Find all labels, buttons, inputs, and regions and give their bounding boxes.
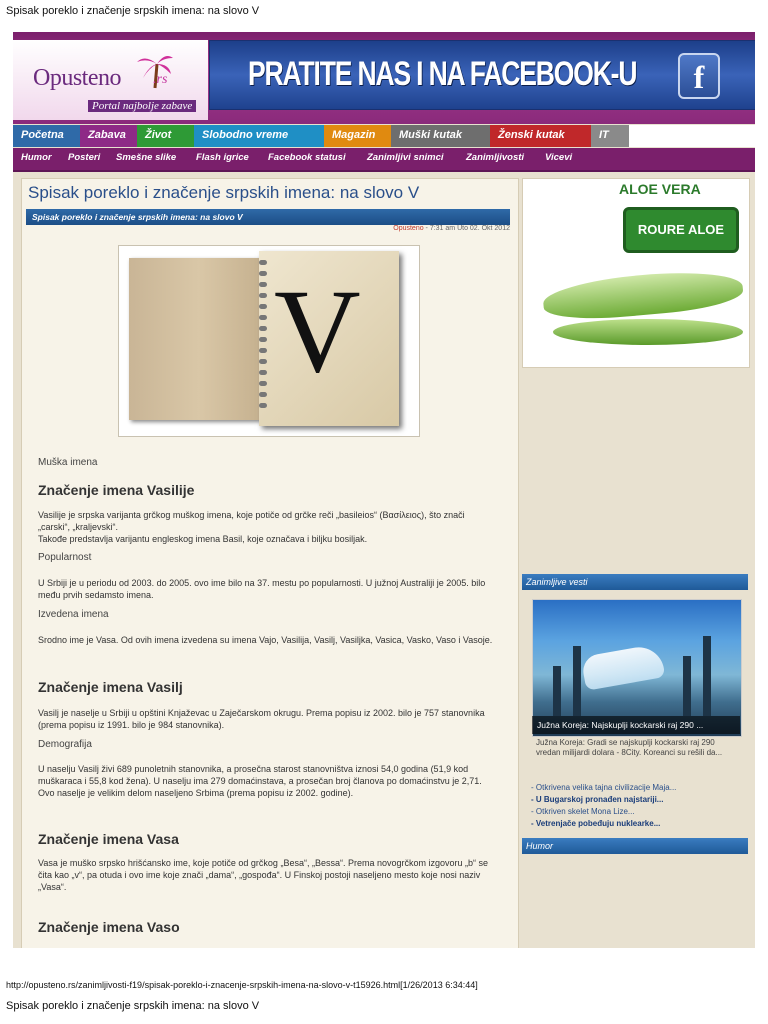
nav-item-zivot[interactable]: Život (137, 125, 201, 147)
nav-item-muski-kutak[interactable]: Muški kutak (391, 125, 497, 147)
subnav-item-zanimljivosti[interactable]: Zanimljivosti (466, 152, 525, 163)
heading-vasa: Značenje imena Vasa (38, 831, 179, 847)
paragraph-vasilije-1: Vasilije je srpska varijanta grčkog muškog imena, koje potiče od grčke reči „basileios“ (Βασίλειος), što znači „carski“, „kraljevski“. (38, 510, 465, 532)
subheading-izvedena-imena: Izvedena imena (38, 609, 109, 620)
logo-domain: .rs (153, 72, 168, 87)
subheading-demografija: Demografija (38, 739, 92, 750)
article-author[interactable]: Opusteno (393, 225, 424, 232)
site-logo[interactable] (13, 40, 208, 120)
nav-item-zabava[interactable]: Zabava (80, 125, 144, 147)
ad-logo: ALOE VERA (619, 181, 701, 197)
facebook-icon: f (678, 53, 720, 99)
header (13, 32, 755, 124)
paragraph-vasilije-2: Takođe predstavlja varijantu engleskog imena Basil, koje označava i biljku bosiljak. (38, 534, 368, 544)
article (21, 178, 519, 948)
subnav-item-humor[interactable]: Humor (21, 152, 52, 163)
paragraph-vasa: Vasa je muško srpsko hrišćansko ime, koje potiče od grčkog „Besa“, „Bessa“. Prema novogrčkom izgovoru „b“ se čita kao „v“, pa otuda i ovo ime koje znači „dama“, „gospođa“. U Finskoj postoji naseljeno mesto koje nosi naziv „Vasa“. (38, 858, 489, 892)
document-title-bottom: Spisak poreklo i značenje srpskih imena: na slovo V (6, 1000, 260, 1012)
paragraph-vasilije (38, 509, 498, 545)
news-link-4[interactable]: - Vetrenjače pobeđuju nuklearke... (531, 819, 661, 828)
nav-item-zenski-kutak[interactable]: Ženski kutak (490, 125, 598, 147)
image-letter: V (274, 264, 361, 397)
subnav-item-smesne-slike[interactable]: Smešne slike (116, 152, 177, 163)
nav-item-it[interactable]: IT (591, 125, 629, 147)
subheading-popularnost: Popularnost (38, 552, 92, 563)
news-link-2[interactable]: - U Bugarskoj pronađen najstariji... (531, 795, 664, 804)
subnav-item-zanimljivi-snimci[interactable]: Zanimljivi snimci (367, 152, 444, 163)
heading-vaso: Značenje imena Vaso (38, 919, 180, 935)
notebook-cover (129, 258, 269, 420)
aloe-leaf-image-2 (553, 319, 743, 345)
article-title: Spisak poreklo i značenje srpskih imena: na slovo V (28, 183, 420, 202)
news-link-1[interactable]: - Otkrivena velika tajna civilizacije Maja... (531, 783, 677, 792)
sub-nav (13, 148, 755, 172)
article-image (118, 245, 420, 437)
paragraph-popularnost: U Srbiji je u periodu od 2003. do 2005. ovo ime bilo na 37. mestu po popularnosti. U južnoj Australiji je 2005. bilo među prvih sedamsto imena. (38, 578, 486, 600)
aloe-leaf-image (542, 266, 745, 323)
ad-brand: ROURE ALOE (623, 207, 739, 253)
article-meta (393, 225, 510, 232)
article-date: - 7:31 am Uto 02. Okt 2012 (423, 225, 510, 232)
subnav-item-flash-igrice[interactable]: Flash igrice (196, 152, 249, 163)
notebook-rings (259, 260, 267, 420)
news-caption[interactable]: Južna Koreja: Najskuplji kockarski raj 290 ... (532, 716, 740, 734)
document-url: http://opusteno.rs/zanimljivosti-f19/spisak-poreklo-i-znacenje-srpskih-imena-na-slovo-v-t15926.html[1/26/2013 6:34:44] (6, 980, 478, 990)
ad-banner[interactable] (522, 178, 750, 368)
sidebar-heading-humor: Humor (522, 838, 748, 854)
nav-item-magazin[interactable]: Magazin (324, 125, 398, 147)
paragraph-izvedena: Srodno ime je Vasa. Od ovih imena izvedena su imena Vajo, Vasilija, Vasilj, Vasiljka, Vasica, Vasko, Vaso i Vasoje. (38, 635, 493, 645)
facebook-banner-text: PRATITE NAS I NA FACEBOOK-U (248, 55, 637, 93)
page (13, 32, 755, 948)
heading-vasilj: Značenje imena Vasilj (38, 679, 183, 695)
document-title-top: Spisak poreklo i značenje srpskih imena: na slovo V (6, 5, 260, 17)
news-link-3[interactable]: - Otkriven skelet Mona Lize... (531, 807, 635, 816)
logo-text: Opusteno (33, 65, 121, 91)
news-links (531, 782, 741, 830)
article-title-bar: Spisak poreklo i značenje srpskih imena: na slovo V (26, 209, 510, 225)
paragraph-vasilj: Vasilj je naselje u Srbiji u opštini Knjaževac u Zaječarskom okrugu. Prema popisu iz 2002. bilo je 757 stanovnika (prema popisu iz 1991. bilo je 984 stanovnika). (38, 708, 485, 730)
nav-item-pocetna[interactable]: Početna (13, 125, 87, 147)
section-intro: Muška imena (38, 457, 98, 468)
nav-item-slobodno-vreme[interactable]: Slobodno vreme (194, 125, 331, 147)
main-nav (13, 125, 755, 147)
subnav-item-facebook-statusi[interactable]: Facebook statusi (268, 152, 346, 163)
heading-vasilije: Značenje imena Vasilije (38, 482, 195, 498)
logo-slogan: Portal najbolje zabave (88, 100, 196, 112)
subnav-item-vicevi[interactable]: Vicevi (545, 152, 573, 163)
subnav-item-posteri[interactable]: Posteri (68, 152, 101, 163)
paragraph-demografija: U naselju Vasilj živi 689 punoletnih stanovnika, a prosečna starost stanovništva iznosi 54,0 godina (51,9 kod muškaraca i 55,8 kod žena). U naselju ima 279 domaćinstava, a prosečan broj članova po domaćinstvu je 2,71. Ovo naselje je velikim delom naseljeno Srbima (prema popisu iz 2002. godine). (38, 764, 482, 798)
sidebar-heading-zanimljive-vesti: Zanimljive vesti (522, 574, 748, 590)
facebook-banner[interactable] (209, 40, 755, 110)
news-description: Južna Koreja: Gradi se najskuplji kockarski raj 290 vredan milijardi dolara - 8City. Koreanci su rešili da... (536, 738, 723, 757)
